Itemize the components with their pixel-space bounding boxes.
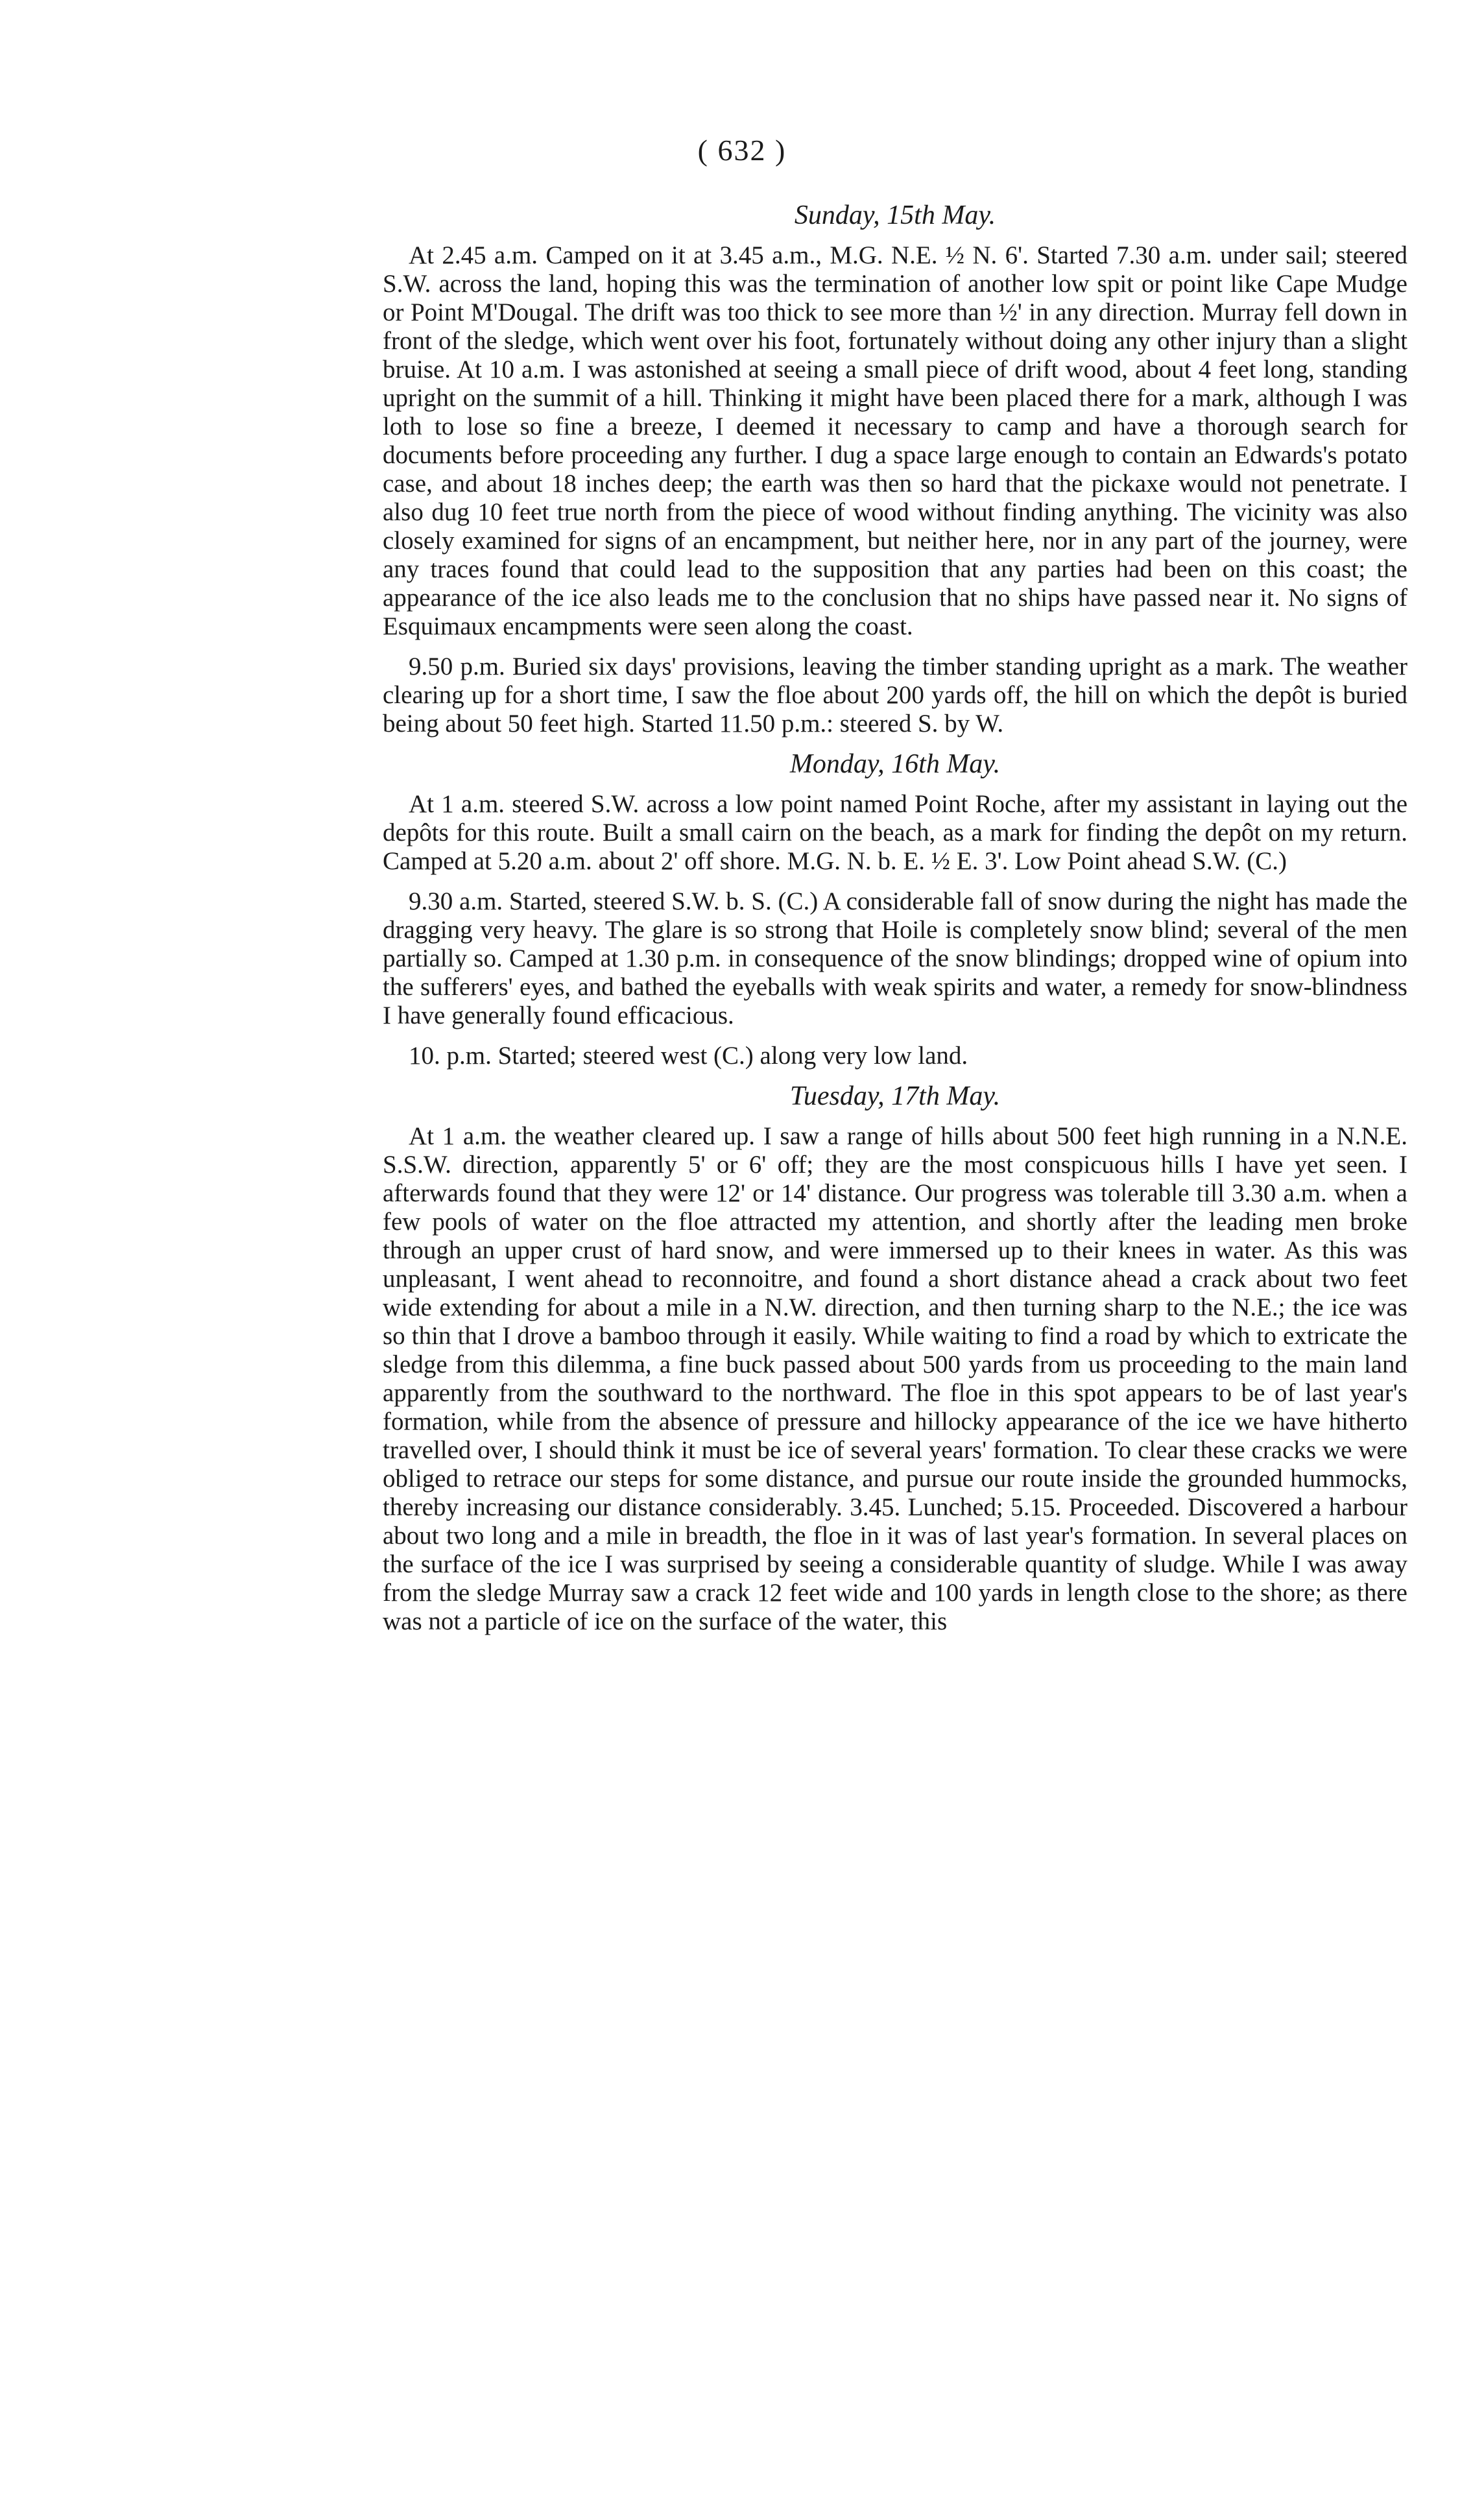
journal-text	[383, 201, 1407, 1648]
day-heading: Sunday, 15th May.	[794, 200, 996, 230]
paragraph: At 1 a.m. the weather cleared up. I saw a range of hills about 500 feet high running in a N.N.E. S.S.W. direction, apparently 5' or 6' off; they are the most conspicuous hills I have yet seen. I afterwards found that they were 12' or 14' distance. Our progress was tolerable till 3.30 a.m. when a few pools of water on the floe attracted my attention, and shortly after the leading men broke through an upper crust of hard snow, and were immersed up to their knees in water. As this was unpleasant, I went ahead to reconnoitre, and found a short distance ahead a crack about two feet wide extending for about a mile in a N.W. direction, and then turning sharp to the N.E.; the ice was so thin that I drove a bamboo through it easily. While waiting to find a road by which to extricate the sledge from this dilemma, a fine buck passed about 500 yards from us proceeding to the main land apparently from the southward to the northward. The floe in this spot appears to be of last year's formation, while from the absence of pressure and hillocky appearance of the ice we have hitherto travelled over, I should think it must be ice of several years' formation. To clear these cracks we were obliged to retrace our steps for some distance, and pursue our route inside the grounded hummocks, thereby increasing our distance considerably. 3.45. Lunched; 5.15. Proceeded. Discovered a harbour about two long and a mile in breadth, the floe in it was of last year's formation. In several places on the surface of the ice I was surprised by seeing a considerable quantity of sludge. While I was away from the sledge Murray saw a crack 12 feet wide and 100 yards in length close to the shore; as there was not a particle of ice on the surface of the water, this	[383, 1122, 1407, 1635]
paragraph: At 1 a.m. steered S.W. across a low point named Point Roche, after my assistant in laying out the depôts for this route. Built a small cairn on the beach, as a mark for finding the depôt on my return. Camped at 5.20 a.m. about 2' off shore. M.G. N. b. E. ½ E. 3'. Low Point ahead S.W. (C.)	[383, 790, 1407, 875]
paragraph: 10. p.m. Started; steered west (C.) along very low land.	[409, 1042, 968, 1070]
paragraph: 9.50 p.m. Buried six days' provisions, leaving the timber standing upright as a mark. The weather clearing up for a short time, I saw the floe about 200 yards off, the hill on which the depôt is buried being about 50 feet high. Started 11.50 p.m.: steered S. by W.	[383, 653, 1407, 738]
day-heading: Tuesday, 17th May.	[789, 1081, 1001, 1111]
paragraph: 9.30 a.m. Started, steered S.W. b. S. (C.) A considerable fall of snow during the night has made the dragging very heavy. The glare is so strong that Hoile is completely snow blind; several of the men partially so. Camped at 1.30 p.m. in consequence of the snow blindings; dropped wine of opium into the sufferers' eyes, and bathed the eyeballs with weak spirits and water, a remedy for snow-blindness I have generally found efficacious.	[383, 887, 1407, 1029]
paragraph: At 2.45 a.m. Camped on it at 3.45 a.m., M.G. N.E. ½ N. 6'. Started 7.30 a.m. under sail; steered S.W. across the land, hoping this was the termination of another low spit or point like Cape Mudge or Point M'Dougal. The drift was too thick to see more than ½' in any direction. Murray fell down in front of the sledge, which went over his foot, fortunately without doing any other injury than a slight bruise. At 10 a.m. I was astonished at seeing a small piece of drift wood, about 4 feet long, standing upright on the summit of a hill. Thinking it might have been placed there for a mark, although I was loth to lose so fine a breeze, I deemed it necessary to camp and have a thorough search for documents before proceeding any further. I dug a space large enough to contain an Edwards's potato case, and about 18 inches deep; the earth was then so hard that the pickaxe would not penetrate. I also dug 10 feet true north from the piece of wood without finding anything. The vicinity was also closely examined for signs of an encampment, but neither here, nor in any part of the journey, were any traces found that could lead to the supposition that any parties had been on this coast; the appearance of the ice also leads me to the conclusion that no ships have passed near it. No signs of Esquimaux encampments were seen along the coast.	[383, 241, 1407, 640]
page-number: ( 632 )	[697, 134, 787, 167]
day-heading: Monday, 16th May.	[789, 749, 1001, 779]
